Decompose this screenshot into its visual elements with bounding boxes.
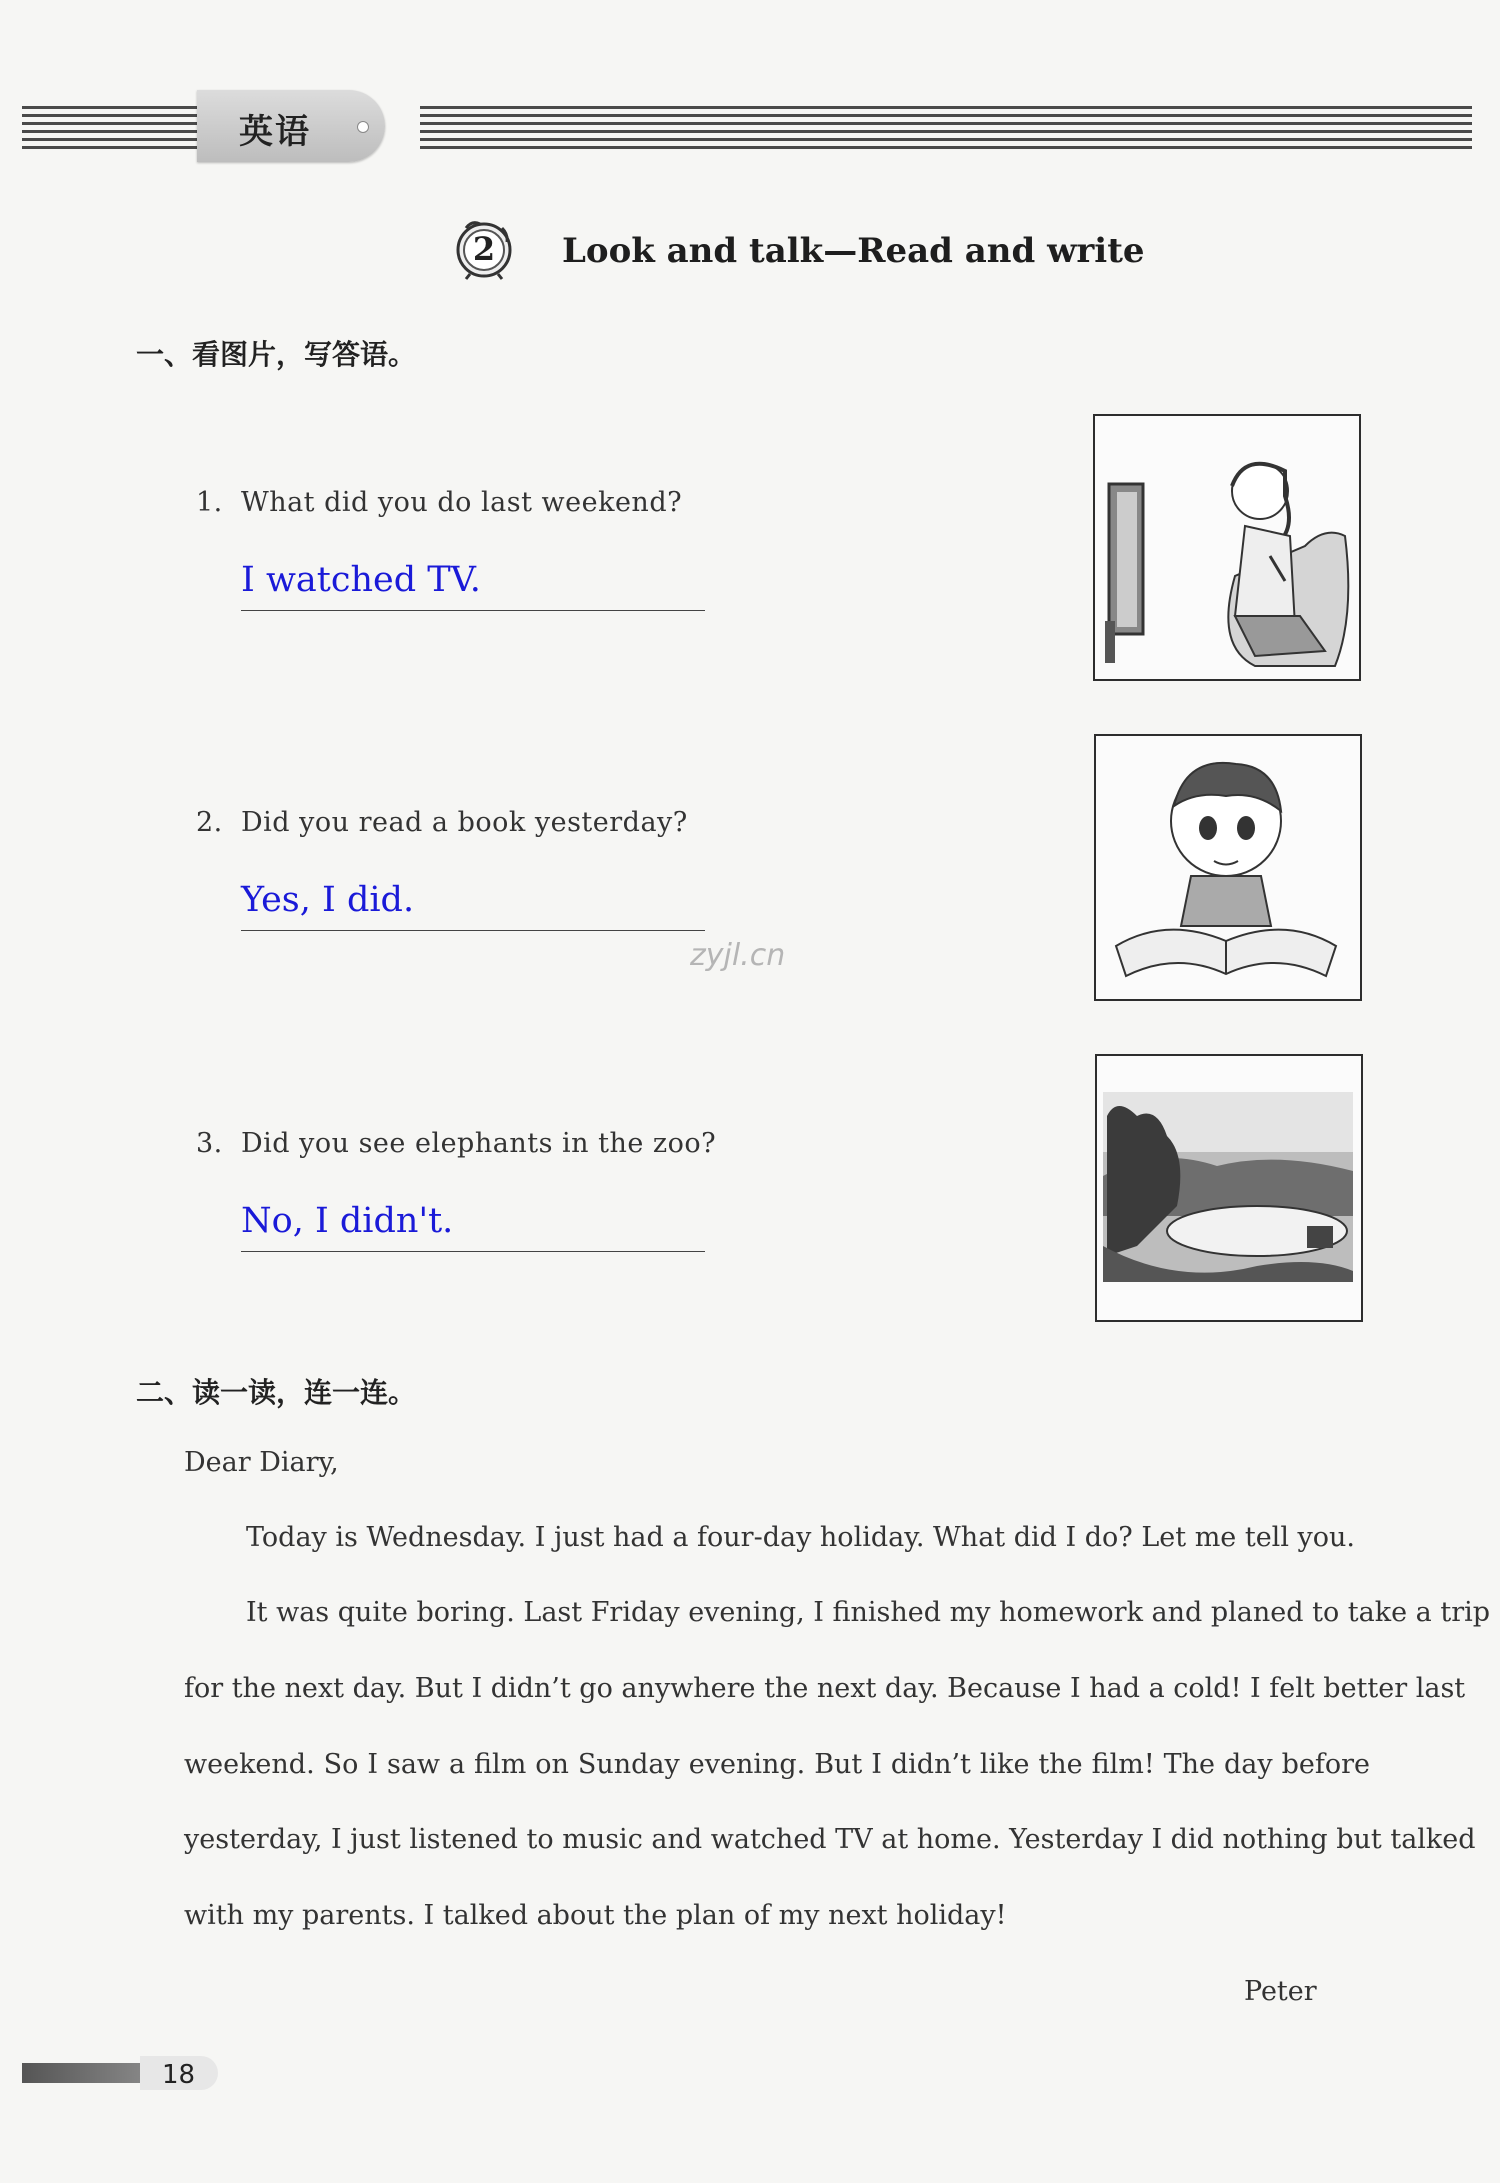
watermark: zyjl.cn bbox=[690, 938, 786, 973]
section1-heading: 一、看图片，写答语。 bbox=[136, 338, 417, 371]
diary-line-2: It was quite boring. Last Friday evening, I finished my homework and planed to take a trip bbox=[246, 1597, 1491, 1628]
subject-tab bbox=[197, 90, 385, 162]
diary-signature: Peter bbox=[1244, 1976, 1317, 2007]
diary-line-3: for the next day. But I didn’t go anywhere the next day. Because I had a cold! I felt better last bbox=[184, 1673, 1466, 1704]
question-3-text: Did you see elephants in the zoo? bbox=[240, 1128, 717, 1159]
answer-2: Yes, I did. bbox=[241, 880, 415, 920]
diary-line-1: Today is Wednesday. I just had a four-day holiday. What did I do? Let me tell you. bbox=[246, 1522, 1356, 1553]
diary-line-4: weekend. So I saw a film on Sunday evening. But I didn’t like the film! The day before bbox=[184, 1749, 1370, 1780]
answer-3-line bbox=[241, 1251, 705, 1252]
question-3-number: 3. bbox=[196, 1128, 223, 1159]
answer-3: No, I didn't. bbox=[241, 1201, 454, 1241]
diary-line-6: with my parents. I talked about the plan of my next holiday! bbox=[184, 1900, 1007, 1931]
answer-1: I watched TV. bbox=[241, 560, 481, 600]
girl-watching-tv-picture bbox=[1093, 414, 1361, 681]
question-2-number: 2. bbox=[196, 807, 223, 838]
diary-line-5: yesterday, I just listened to music and watched TV at home. Yesterday I did nothing but talked bbox=[184, 1824, 1476, 1855]
footer-bar bbox=[22, 2063, 148, 2083]
lesson-number: 2 bbox=[472, 230, 496, 268]
section2-heading: 二、读一读，连一连。 bbox=[136, 1376, 417, 1409]
page-number: 18 bbox=[162, 2060, 196, 2090]
question-2-text: Did you read a book yesterday? bbox=[240, 807, 688, 838]
boy-reading-book-picture bbox=[1094, 734, 1362, 1001]
question-1-number: 1. bbox=[196, 487, 223, 518]
diary-greeting: Dear Diary, bbox=[184, 1447, 339, 1478]
question-1 bbox=[196, 487, 682, 518]
park-scene-picture bbox=[1095, 1054, 1363, 1322]
tab-dot-icon bbox=[357, 121, 369, 133]
question-3 bbox=[196, 1128, 716, 1159]
header-rule-right bbox=[420, 106, 1472, 150]
answer-1-line bbox=[241, 610, 705, 611]
question-1-text: What did you do last weekend? bbox=[240, 487, 683, 518]
answer-2-line bbox=[241, 930, 705, 931]
header-rule-left bbox=[22, 106, 207, 150]
lesson-title: Look and talk—Read and write bbox=[562, 231, 1145, 271]
subject-label: 英语 bbox=[239, 112, 311, 152]
question-2 bbox=[196, 807, 688, 838]
